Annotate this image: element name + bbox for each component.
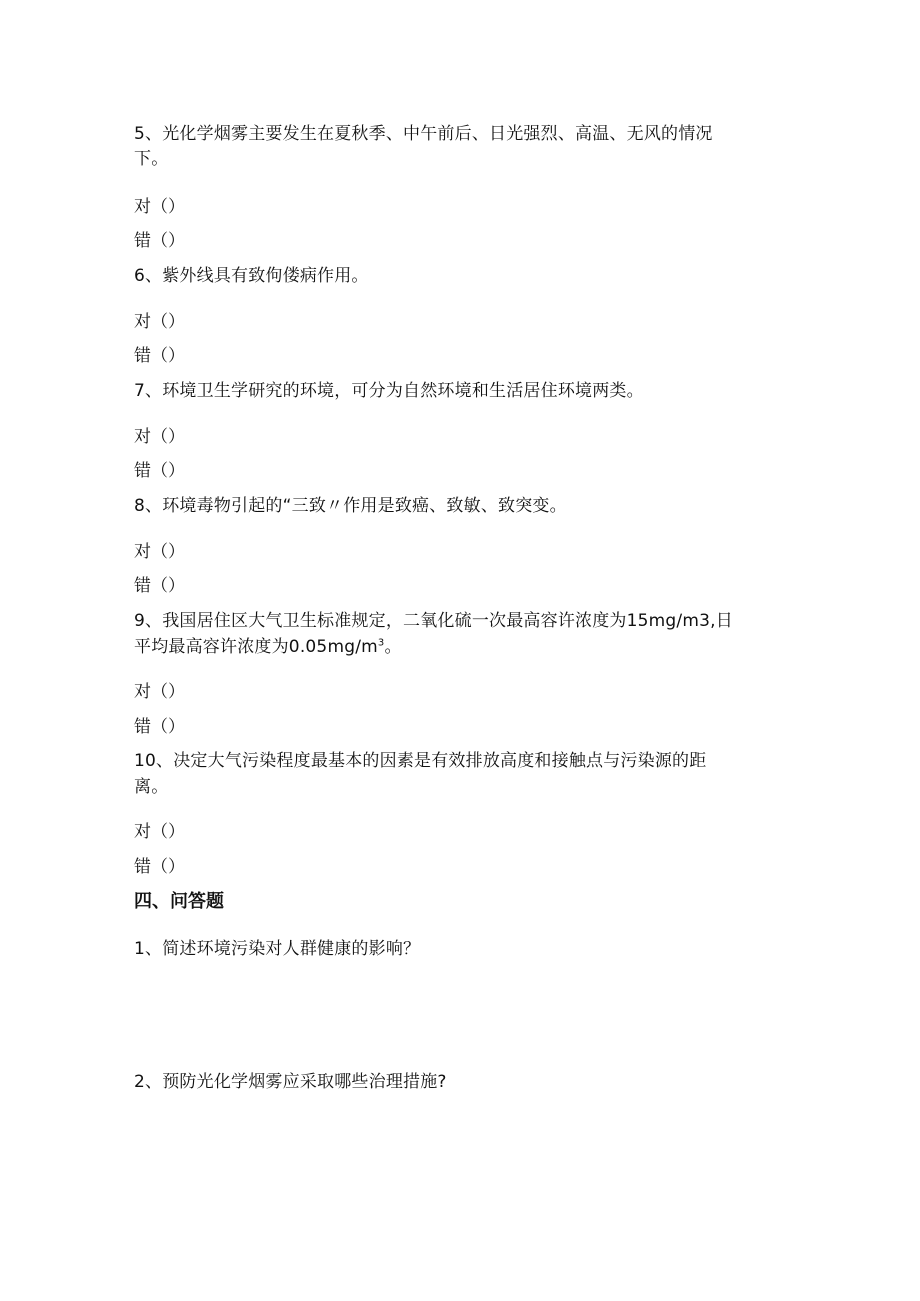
question-10-option-false: 错（） [134, 857, 185, 877]
section-heading: 四、问答题 [134, 891, 224, 912]
question-9-line-2 [134, 635, 402, 660]
open-question-1: 1、简述环境污染对人群健康的影响？ [134, 939, 421, 959]
question-9-line-1: 9、我国居住区大气卫生标准规定，二氧化硫一次最高容许浓度为15mg∕m3,日 [134, 611, 733, 631]
question-5-option-true: 对（） [134, 197, 185, 217]
question-6-option-true: 对（） [134, 312, 185, 332]
question-8-option-true: 对（） [134, 542, 185, 562]
question-6-option-false: 错（） [134, 346, 185, 366]
question-8-option-false: 错（） [134, 576, 185, 596]
question-7-option-true: 对（） [134, 427, 185, 447]
question-9-option-false: 错（） [134, 717, 185, 737]
question-10-option-true: 对（） [134, 822, 185, 842]
question-10-line-1: 10、决定大气污染程度最基本的因素是有效排放高度和接触点与污染源的距 [134, 751, 707, 771]
question-9-line-2-main: 平均最高容许浓度为0.05mg∕m [134, 637, 378, 657]
question-7-line-1: 7、环境卫生学研究的环境，可分为自然环境和生活居住环境两类。 [134, 381, 644, 401]
question-5-line-2: 下。 [134, 149, 169, 169]
question-5-option-false: 错（） [134, 231, 185, 251]
question-9-line-2-superscript: 3 [377, 637, 385, 649]
question-5-line-1: 5、光化学烟雾主要发生在夏秋季、中午前后、日光强烈、高温、无风的情况 [134, 124, 713, 144]
question-8-line-1: 8、环境毒物引起的“三致〃作用是致癌、致敏、致突变。 [134, 496, 567, 516]
question-9-line-2-tail: 。 [384, 637, 402, 657]
question-7-option-false: 错（） [134, 461, 185, 481]
question-6-line-1: 6、紫外线具有致佝偻病作用。 [134, 266, 369, 286]
question-10-line-2: 离。 [134, 777, 169, 797]
open-question-2: 2、预防光化学烟雾应采取哪些治理措施? [134, 1072, 447, 1092]
question-9-option-true: 对（） [134, 682, 185, 702]
